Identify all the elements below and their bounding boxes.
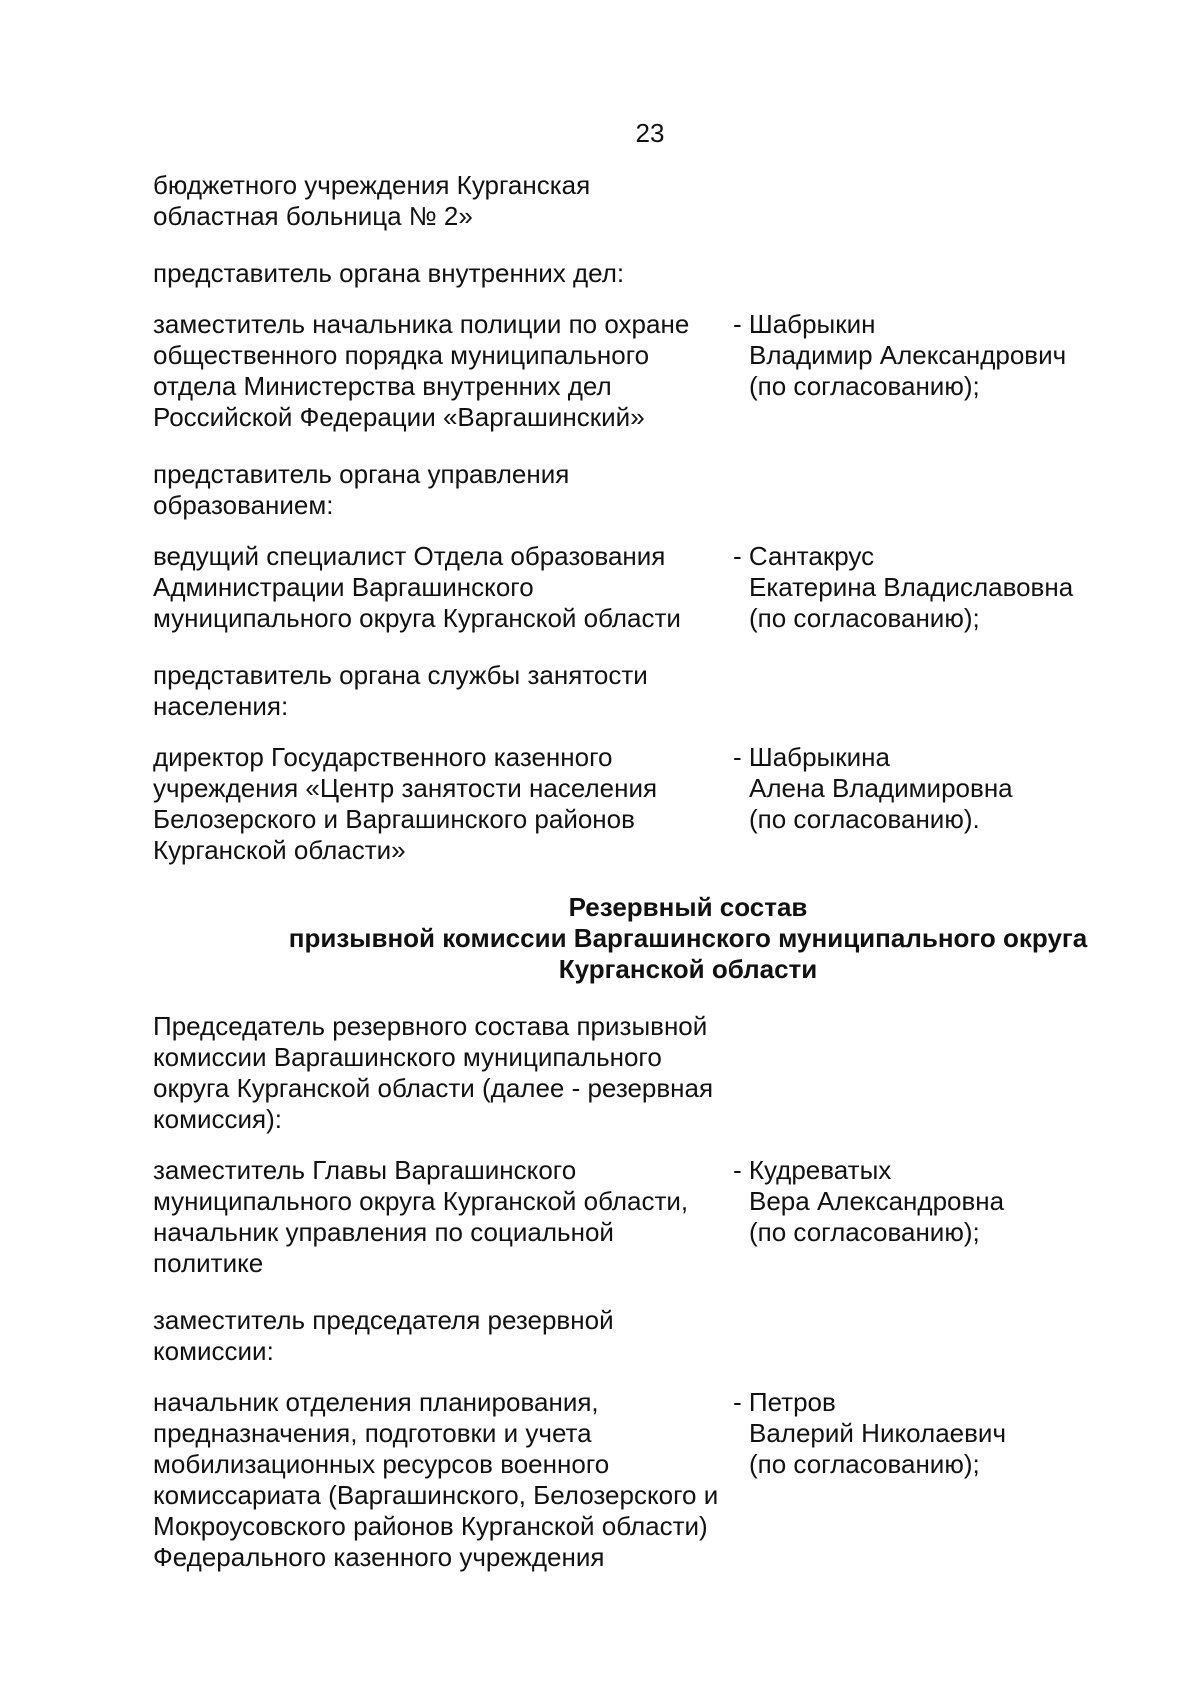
section-label-internal-affairs: [153, 258, 1083, 289]
text-line: - Шабрыкина: [733, 742, 890, 772]
text-line: Алена Владимировна: [749, 773, 1013, 803]
text-line: населения:: [153, 691, 289, 721]
page-number: 23: [635, 118, 665, 148]
member-entry: [153, 1387, 1083, 1573]
text-line: Федерального казенного учреждения: [153, 1542, 605, 1572]
text-line: Владимир Александрович: [749, 340, 1067, 370]
text-line: заместитель Главы Варгашинского: [153, 1155, 577, 1185]
member-position: [153, 1155, 738, 1279]
text-line: муниципального округа Курганской области: [153, 603, 681, 633]
section-label-education: [153, 459, 1083, 521]
text-line: заместитель председателя резервной: [153, 1305, 614, 1335]
text-line: округа Курганской области (далее - резервная: [153, 1073, 714, 1103]
member-entry: [153, 1155, 1083, 1279]
text-line: представитель органа внутренних дел:: [153, 258, 625, 288]
text-line: (по согласованию);: [749, 603, 980, 633]
member-name: [733, 541, 1093, 634]
text-line: бюджетного учреждения Курганская: [153, 170, 591, 200]
text-line: - Петров: [733, 1387, 836, 1417]
text-line: муниципального округа Курганской области,: [153, 1186, 689, 1216]
text-line: директор Государственного казенного: [153, 742, 613, 772]
member-position: [153, 309, 738, 433]
member-entry: [153, 541, 1083, 634]
heading-line: Резервный состав: [568, 892, 808, 922]
text-line: комиссариата (Варгашинского, Белозерского и: [153, 1480, 719, 1510]
reserve-chair-label: [153, 1011, 1083, 1135]
deputy-label: [153, 1305, 1083, 1367]
text-line: - Сантакрус: [733, 541, 875, 571]
text-line: (по согласованию);: [749, 1217, 980, 1247]
text-line: комиссии Варгашинского муниципального: [153, 1042, 662, 1072]
text-line: Председатель резервного состава призывной: [153, 1011, 708, 1041]
text-line: областная больница № 2»: [153, 201, 473, 231]
text-line: общественного порядка муниципального: [153, 340, 650, 370]
text-line: - Кудреватых: [733, 1155, 892, 1185]
text-line: (по согласованию).: [749, 804, 980, 834]
member-position: [153, 541, 738, 634]
text-line: ведущий специалист Отдела образования: [153, 541, 666, 571]
heading-line: Курганской области: [558, 954, 818, 984]
text-line: образованием:: [153, 490, 334, 520]
text-line: Курганской области»: [153, 835, 406, 865]
member-position: [153, 1387, 738, 1573]
text-line: - Шабрыкин: [733, 309, 876, 339]
text-line: Мокроусовского районов Курганской области): [153, 1511, 708, 1541]
top-text: [153, 170, 1083, 232]
text-line: Вера Александровна: [749, 1186, 1005, 1216]
text-line: заместитель начальника полиции по охране: [153, 309, 690, 339]
text-line: (по согласованию);: [749, 371, 980, 401]
text-line: (по согласованию);: [749, 1449, 980, 1479]
text-line: Российской Федерации «Варгашинский»: [153, 402, 645, 432]
member-entry: [153, 742, 1083, 866]
heading-line: призывной комиссии Варгашинского муниципального округа: [288, 923, 1088, 953]
text-line: политике: [153, 1248, 264, 1278]
text-line: представитель органа управления: [153, 459, 570, 489]
text-line: Екатерина Владиславовна: [749, 572, 1074, 602]
text-line: Белозерского и Варгашинского районов: [153, 804, 635, 834]
member-name: [733, 742, 1093, 835]
section-label-employment: [153, 660, 1083, 722]
member-name: [733, 1387, 1093, 1480]
member-name: [733, 309, 1093, 402]
section-heading: [258, 892, 1118, 985]
text-line: представитель органа службы занятости: [153, 660, 648, 690]
text-line: начальник отделения планирования,: [153, 1387, 599, 1417]
text-line: начальник управления по социальной: [153, 1217, 614, 1247]
member-name: [733, 1155, 1093, 1248]
member-position: [153, 742, 738, 866]
text-line: отдела Министерства внутренних дел: [153, 371, 612, 401]
text-line: мобилизационных ресурсов военного: [153, 1449, 610, 1479]
text-line: Валерий Николаевич: [749, 1418, 1006, 1448]
text-line: предназначения, подготовки и учета: [153, 1418, 592, 1448]
text-line: комиссии:: [153, 1336, 274, 1366]
text-line: учреждения «Центр занятости населения: [153, 773, 658, 803]
document-body: [153, 170, 1088, 1573]
text-line: комиссия):: [153, 1104, 283, 1134]
member-entry: [153, 309, 1083, 433]
text-line: Администрации Варгашинского: [153, 572, 534, 602]
